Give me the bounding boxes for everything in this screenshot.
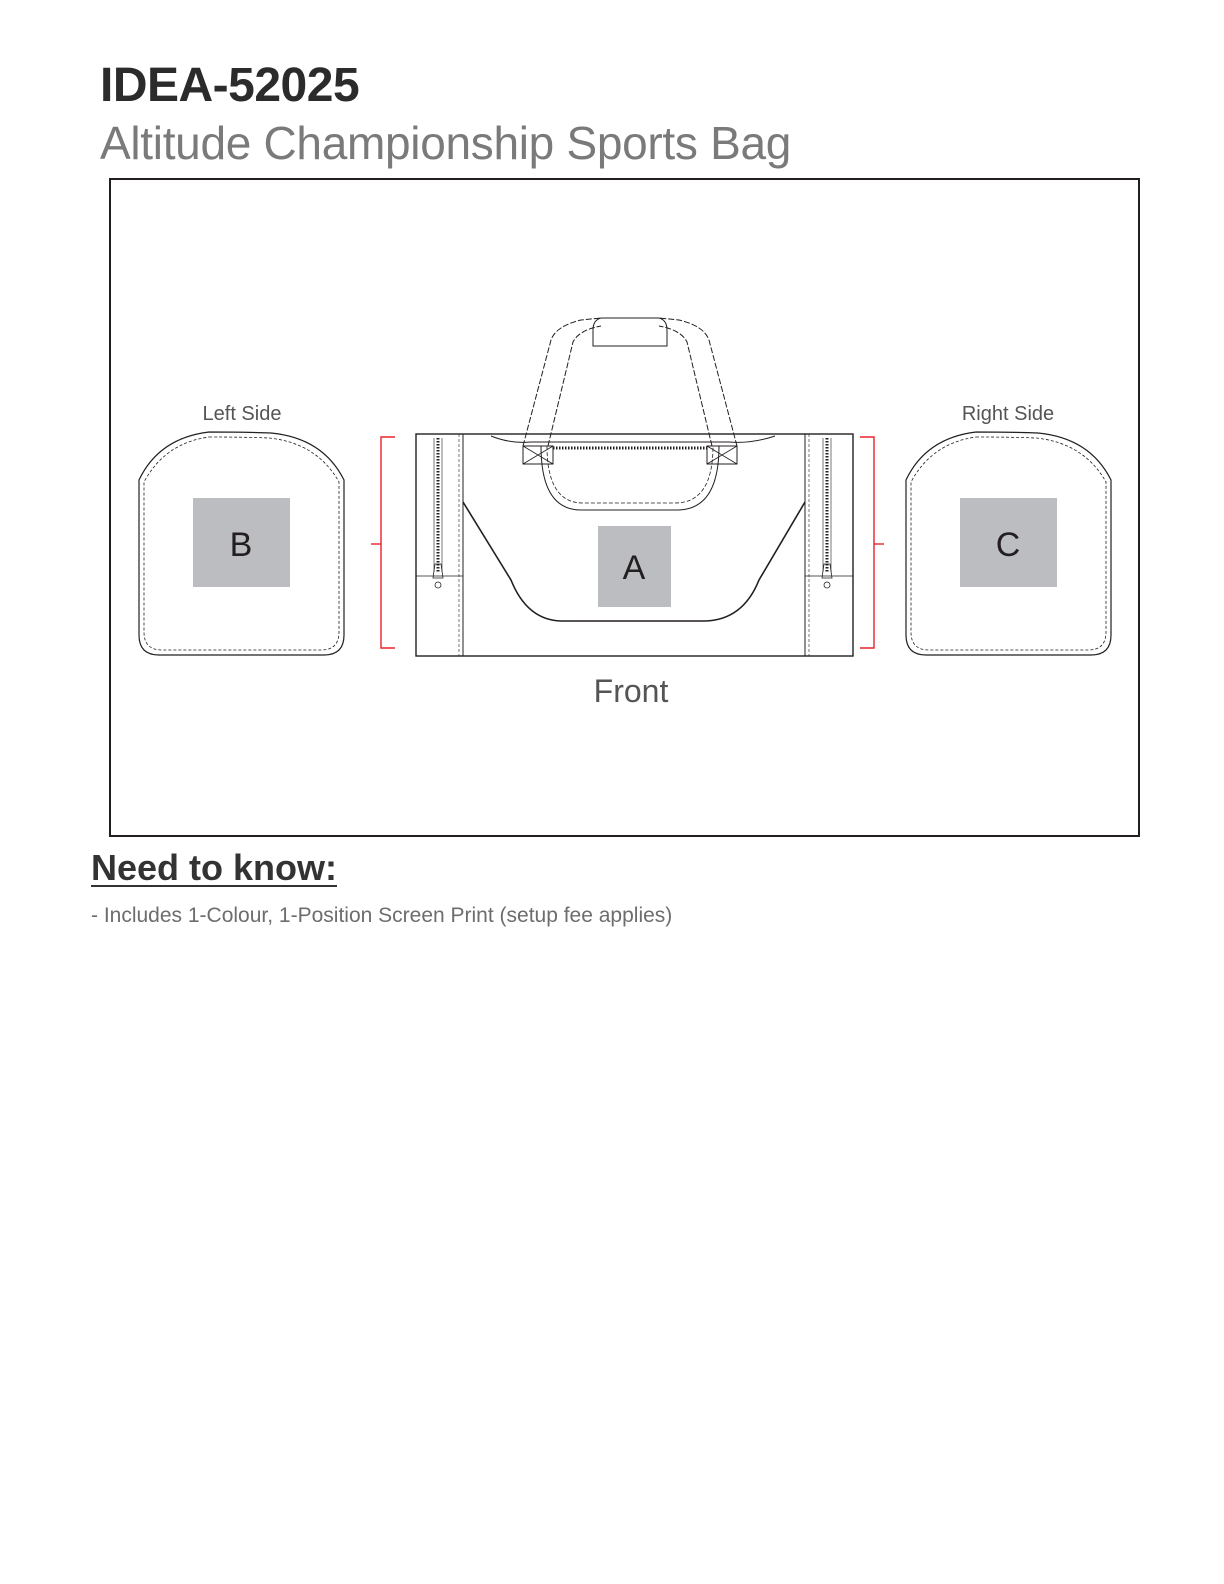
need-to-know-item: - Includes 1-Colour, 1-Position Screen Print (setup fee applies) xyxy=(91,904,673,927)
product-code: IDEA-52025 xyxy=(100,59,360,112)
bag-drawing xyxy=(111,180,1138,835)
left-side-label: Left Side xyxy=(202,403,282,425)
decoration-diagram xyxy=(109,178,1140,837)
dimension-marker-right xyxy=(860,437,884,648)
front-label: Front xyxy=(593,673,669,709)
need-to-know-heading: Need to know: xyxy=(91,847,338,888)
dimension-marker-left xyxy=(371,437,395,648)
imprint-zone-b-label: B xyxy=(229,526,253,564)
product-name: Altitude Championship Sports Bag xyxy=(100,117,792,169)
need-to-know-list xyxy=(91,902,672,930)
imprint-zone-a-label: A xyxy=(622,549,646,587)
imprint-zone-c-label: C xyxy=(995,526,1021,564)
right-side-label: Right Side xyxy=(961,403,1055,425)
